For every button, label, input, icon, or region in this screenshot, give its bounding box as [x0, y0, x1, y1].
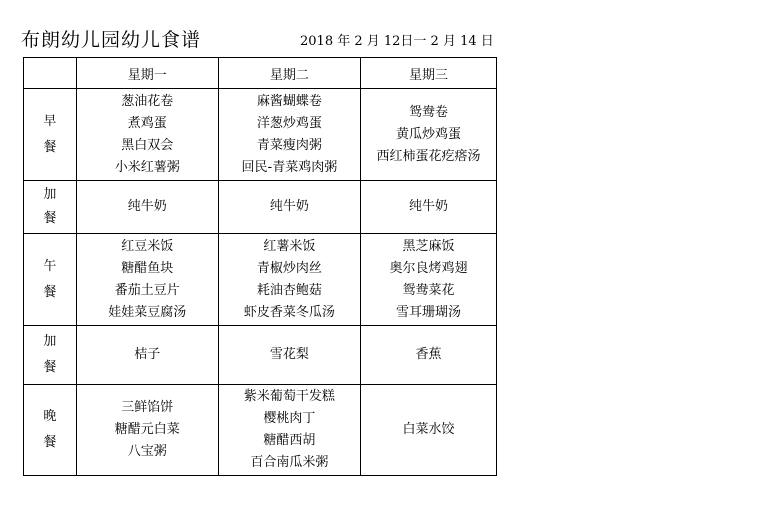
dish-item: 雪耳珊瑚汤: [395, 304, 461, 320]
meal-label-char: 午: [43, 258, 57, 274]
dish-item: 纯牛奶: [269, 199, 309, 214]
dish-item: 娃娃菜豆腐汤: [108, 304, 187, 320]
menu-cell: [218, 89, 360, 181]
dish-item: 小米红薯粥: [114, 159, 180, 175]
meal-row-lunch: [24, 234, 497, 326]
dish-item: 八宝粥: [127, 444, 167, 459]
meal-label-char: 早: [43, 113, 57, 129]
meal-row-breakfast: [24, 89, 497, 181]
meal-row-snack-morning: [24, 181, 497, 234]
header-corner-cell: [24, 58, 77, 89]
dish-item: 百合南瓜米粥: [250, 455, 329, 470]
dish-item: 白菜水饺: [402, 422, 455, 437]
dish-item: 纯牛奶: [127, 199, 167, 214]
meal-row-snack-afternoon: [24, 326, 497, 385]
menu-cell: [76, 385, 218, 476]
dish-item: 回民-青菜鸡肉粥: [241, 159, 338, 175]
menu-cell: [218, 385, 360, 476]
menu-cell: [360, 89, 496, 181]
dish-item: 番茄土豆片: [114, 282, 180, 298]
meal-label-char: 餐: [43, 435, 57, 450]
menu-cell: [218, 234, 360, 326]
dish-item: 鸳鸯卷: [408, 104, 448, 120]
meal-label-char: 加: [43, 334, 57, 349]
meal-label-char: 餐: [43, 284, 57, 300]
dish-item: 洋葱炒鸡蛋: [256, 115, 322, 131]
meal-label-char: 餐: [43, 139, 57, 155]
menu-cell: [76, 181, 218, 234]
dish-item: 红薯米饭: [263, 238, 316, 254]
dish-item: 青菜瘦肉粥: [256, 137, 322, 153]
day-header-1: 星期一: [76, 58, 218, 89]
dish-item: 奥尔良烤鸡翅: [389, 260, 468, 276]
menu-cell: [76, 326, 218, 385]
menu-table: [23, 57, 497, 476]
menu-cell: [76, 89, 218, 181]
meal-label-breakfast: [24, 89, 77, 181]
menu-cell: [76, 234, 218, 326]
menu-cell: [360, 326, 496, 385]
menu-cell: [360, 385, 496, 476]
meal-label-char: 餐: [43, 360, 57, 375]
menu-cell: [218, 181, 360, 234]
meal-label-char: 餐: [43, 211, 57, 226]
date-range: 2018 年 2 月 12日一 2 月 14 日: [300, 34, 494, 49]
dish-item: 葱油花卷: [121, 93, 174, 109]
dish-item: 黑芝麻饭: [402, 238, 455, 254]
dish-item: 耗油杏鲍菇: [256, 282, 322, 298]
dish-item: 糖醋元白菜: [114, 422, 180, 437]
dish-item: 樱桃肉丁: [263, 411, 316, 426]
dish-item: 糖醋西胡: [263, 433, 316, 448]
day-header-3: 星期三: [360, 58, 496, 89]
dish-item: 红豆米饭: [121, 238, 174, 254]
menu-cell: [360, 181, 496, 234]
meal-label-lunch: [24, 234, 77, 326]
meal-label-snack: [24, 181, 77, 234]
dish-item: 鸳鸯菜花: [402, 282, 455, 298]
dish-item: 黄瓜炒鸡蛋: [395, 126, 461, 142]
dish-item: 黑白双会: [121, 137, 174, 153]
page-title: 布朗幼儿园幼儿食谱: [21, 29, 202, 51]
day-header-2: 星期二: [218, 58, 360, 89]
meal-label-char: 晚: [43, 409, 57, 424]
menu-cell: [360, 234, 496, 326]
dish-item: 雪花梨: [269, 347, 309, 362]
dish-item: 三鲜馅饼: [121, 400, 174, 415]
meal-label-snack: [24, 326, 77, 385]
dish-item: 西红柿蛋花疙瘩汤: [376, 148, 481, 164]
meal-label-dinner: [24, 385, 77, 476]
table-header-row: [24, 58, 497, 89]
dish-item: 香蕉: [415, 347, 442, 362]
dish-item: 煮鸡蛋: [127, 115, 167, 131]
dish-item: 青椒炒肉丝: [256, 260, 322, 276]
meal-row-dinner: [24, 385, 497, 476]
dish-item: 糖醋鱼块: [121, 260, 174, 276]
dish-item: 虾皮香菜冬瓜汤: [243, 304, 335, 320]
dish-item: 紫米葡萄干发糕: [243, 389, 335, 404]
dish-item: 桔子: [134, 347, 161, 362]
meal-label-char: 加: [43, 187, 57, 202]
dish-item: 纯牛奶: [408, 199, 448, 214]
dish-item: 麻酱蝴蝶卷: [256, 93, 322, 109]
menu-cell: [218, 326, 360, 385]
